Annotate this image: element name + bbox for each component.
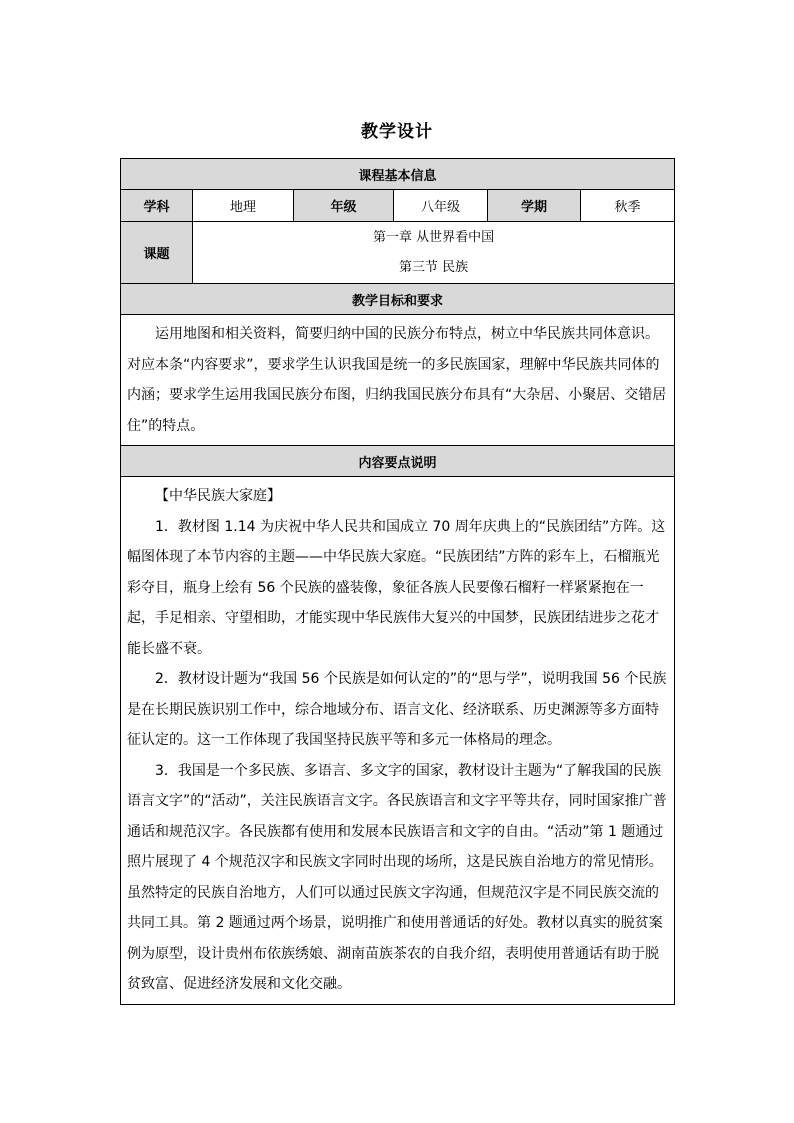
content-cell — [121, 477, 675, 1005]
section-header-content: 内容要点说明 — [121, 446, 675, 477]
content-paragraph-1: 1．教材图 1.14 为庆祝中华人民共和国成立 70 周年庆典上的“民族团结”方阵。这幅图体现了本节内容的主题——中华民族大家庭。“民族团结”方阵的彩车上，石榴瓶光彩夺目，瓶身上绘有 56 个民族的盛装像，象征各族人民要像石榴籽一样紧紧抱在一起，手足相亲、守望相助，才能实现中华民族伟大复兴的中国梦，民族团结进步之花才能长盛不衰。 — [127, 518, 666, 657]
section-header-basic-info: 课程基本信息 — [121, 159, 675, 190]
term-value: 秋季 — [581, 190, 675, 222]
content-paragraph-2: 2．教材设计题为“我国 56 个民族是如何认定的”的“思与学”，说明我国 56 个民族是在长期民族识别工作中，综合地域分布、语言文化、经济联系、历史渊源等多方面特征认定的。这一工作体现了我国坚持民族平等和多元一体格局的理念。 — [127, 671, 667, 748]
subject-value: 地理 — [193, 190, 294, 222]
term-label: 学期 — [488, 190, 581, 222]
topic-label: 课题 — [121, 222, 193, 284]
content-paragraph-3: 3．我国是一个多民族、多语言、多文字的国家，教材设计主题为“了解我国的民族语言文字”的“活动”，关注民族语言文字。各民族语言和文字平等共存，同时国家推广普通话和规范汉字。各民族都有使用和发展本民族语言和文字的自由。“活动”第 1 题通过照片展现了 4 个规范汉字和民族文字同时出现的场所，这是民族自治地方的常见情形。虽然特定的民族自治地方，人们可以通过民族文字沟通，但规范汉字是不同民族交流的共同工具。第 2 题通过两个场景，说明推广和使用普通话的好处。教材以真实的脱贫案例为原型，设计贵州布依族绣娘、湖南苗族茶农的自我介绍，表明使用普通话有助于脱贫致富、促进经济发展和文化交融。 — [127, 762, 667, 992]
section-header-goals: 教学目标和要求 — [121, 284, 675, 315]
topic-value — [193, 222, 675, 284]
content-heading: 【中华民族大家庭】 — [155, 488, 281, 504]
goals-cell — [121, 315, 675, 446]
lesson-plan-table — [120, 158, 675, 1005]
grade-value: 八年级 — [394, 190, 488, 222]
document-title: 教学设计 — [361, 122, 433, 142]
subject-label: 学科 — [121, 190, 193, 222]
topic-chapter: 第一章 从世界看中国 — [372, 229, 495, 245]
goals-paragraph: 运用地图和相关资料，简要归纳中国的民族分布特点，树立中华民族共同体意识。对应本条“内容要求”，要求学生认识我国是统一的多民族国家，理解中华民族共同体的内涵；要求学生运用我国民族分布图，归纳我国民族分布具有“大杂居、小聚居、交错居住”的特点。 — [127, 326, 667, 434]
grade-label: 年级 — [294, 190, 394, 222]
topic-section: 第三节 民族 — [398, 259, 469, 275]
